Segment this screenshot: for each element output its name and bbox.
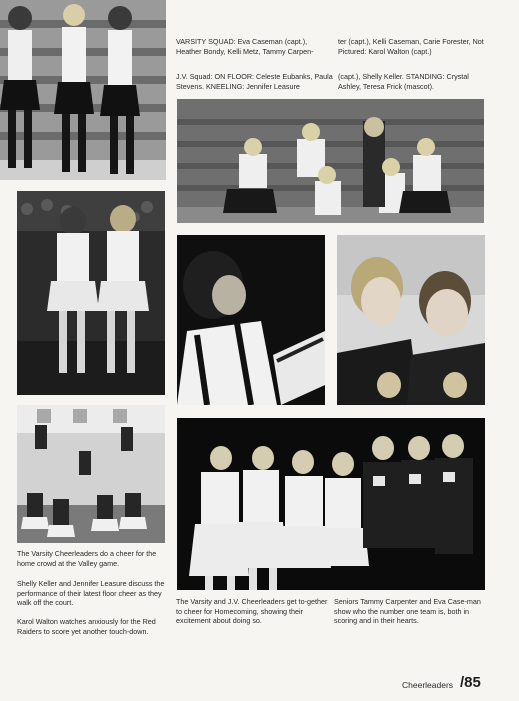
footer-page-number: /85 (460, 674, 481, 691)
caption-varsity-squad-col2: ter (capt.), Kelli Caseman, Carie Forester, Not Pictured: Karol Walton (capt.) (338, 37, 484, 56)
caption-varsity-cheer-game: The Varsity Cheerleaders do a cheer for the home crowd at the Valley game. (17, 549, 157, 568)
footer-section-label: Cheerleaders (402, 680, 454, 690)
caption-varsity-squad-col1: VARSITY SQUAD: Eva Caseman (capt.), Heather Bondy, Kelli Metz, Tammy Carpen- (176, 37, 314, 56)
caption-jv-squad-col1: J.V. Squad: ON FLOOR: Celeste Eubanks, Paula Stevens. KNEELING: Jennifer Leasure (176, 72, 333, 91)
caption-cheerleader-watching: Karol Walton watches anxiously for the Red Raiders to score yet another touch-down. (17, 617, 156, 636)
photo-seniors-closeup (337, 235, 485, 405)
photo-cheerleader-watching (177, 235, 325, 405)
photo-varsity-squad (0, 0, 166, 180)
caption-seniors-closeup: Seniors Tammy Carpenter and Eva Case-man show who the number one team is, both in scoring and in their hearts. (334, 597, 481, 626)
caption-homecoming-group: The Varsity and J.V. Cheerleaders get to-gether to cheer for Homecoming, showing their excitement about doing so. (176, 597, 328, 626)
photo-homecoming-group (177, 418, 485, 590)
photo-two-cheerleaders-walking (17, 191, 165, 395)
photo-varsity-cheer-game (17, 405, 165, 543)
caption-two-cheerleaders-walking: Shelly Keller and Jennifer Leasure discuss the performance of their latest floor cheer as they walk off the court. (17, 579, 165, 608)
photo-jv-squad (177, 99, 484, 223)
caption-jv-squad-col2: (capt.), Shelly Keller. STANDING: Crystal Ashley, Teresa Frick (mascot). (338, 72, 469, 91)
